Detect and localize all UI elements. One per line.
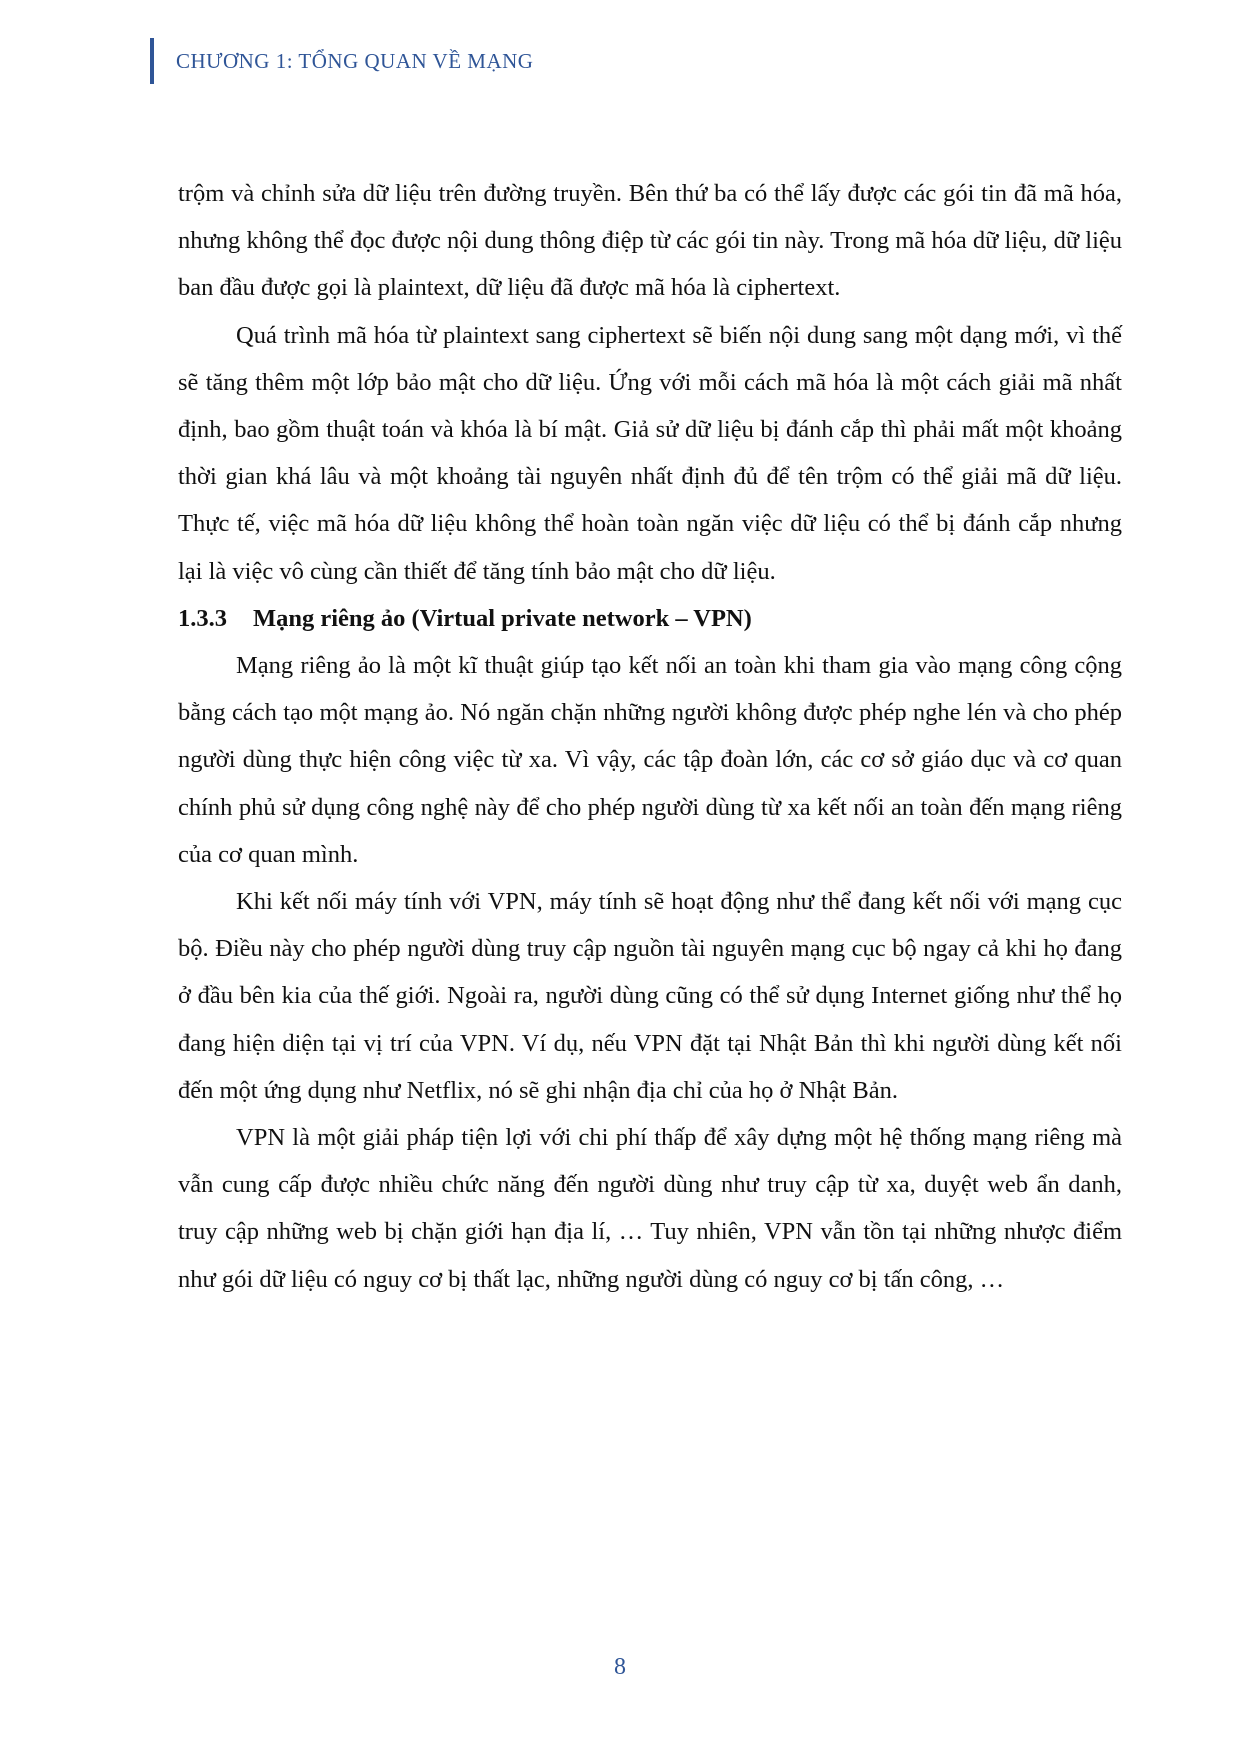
header-accent-bar	[150, 38, 154, 84]
section-heading	[178, 595, 1122, 642]
paragraph-vpn-pros-cons: VPN là một giải pháp tiện lợi với chi phí thấp để xây dựng một hệ thống mạng riêng mà vẫn cung cấp được nhiều chức năng đến người dùng như truy cập từ xa, duyệt web ẩn danh, truy cập những web bị chặn giới hạn địa lí, … Tuy nhiên, VPN vẫn tồn tại những nhược điểm như gói dữ liệu có nguy cơ bị thất lạc, những người dùng có nguy cơ bị tấn công, …	[178, 1124, 1122, 1293]
paragraph-continued: trộm và chỉnh sửa dữ liệu trên đường truyền. Bên thứ ba có thể lấy được các gói tin đã mã hóa, nhưng không thể đọc được nội dung thông điệp từ các gói tin này. Trong mã hóa dữ liệu, dữ liệu ban đầu được gọi là plaintext, dữ liệu đã được mã hóa là ciphertext.	[178, 180, 1122, 302]
paragraph-encryption: Quá trình mã hóa từ plaintext sang ciphertext sẽ biến nội dung sang một dạng mới, vì thế sẽ tăng thêm một lớp bảo mật cho dữ liệu. Ứng với mỗi cách mã hóa là một cách giải mã nhất định, bao gồm thuật toán và khóa là bí mật. Giả sử dữ liệu bị đánh cắp thì phải mất một khoảng thời gian khá lâu và một khoảng tài nguyên nhất định đủ để tên trộm có thể giải mã dữ liệu. Thực tế, việc mã hóa dữ liệu không thể hoàn toàn ngăn việc dữ liệu có thể bị đánh cắp nhưng lại là việc vô cùng cần thiết để tăng tính bảo mật cho dữ liệu.	[178, 321, 1122, 585]
chapter-title: CHƯƠNG 1: TỔNG QUAN VỀ MẠNG	[176, 48, 534, 73]
paragraph-vpn-intro: Mạng riêng ảo là một kĩ thuật giúp tạo kết nối an toàn khi tham gia vào mạng công cộng bằng cách tạo một mạng ảo. Nó ngăn chặn những người không được phép nghe lén và cho phép người dùng thực hiện công việc từ xa. Vì vậy, các tập đoàn lớn, các cơ sở giáo dục và cơ quan chính phủ sử dụng công nghệ này để cho phép người dùng từ xa kết nối an toàn đến mạng riêng của cơ quan mình.	[178, 652, 1122, 868]
section-number: 1.3.3	[178, 604, 227, 632]
page-number: 8	[614, 1654, 626, 1680]
page-header	[150, 38, 533, 84]
document-body	[178, 170, 1122, 1303]
paragraph-vpn-usage: Khi kết nối máy tính với VPN, máy tính sẽ hoạt động như thể đang kết nối với mạng cục bộ. Điều này cho phép người dùng truy cập nguồn tài nguyên mạng cục bộ ngay cả khi họ đang ở đầu bên kia của thế giới. Ngoài ra, người dùng cũng có thể sử dụng Internet giống như thể họ đang hiện diện tại vị trí của VPN. Ví dụ, nếu VPN đặt tại Nhật Bản thì khi người dùng kết nối đến một ứng dụng như Netflix, nó sẽ ghi nhận địa chỉ của họ ở Nhật Bản.	[178, 888, 1122, 1104]
section-title: Mạng riêng ảo (Virtual private network – VPN)	[253, 604, 752, 632]
